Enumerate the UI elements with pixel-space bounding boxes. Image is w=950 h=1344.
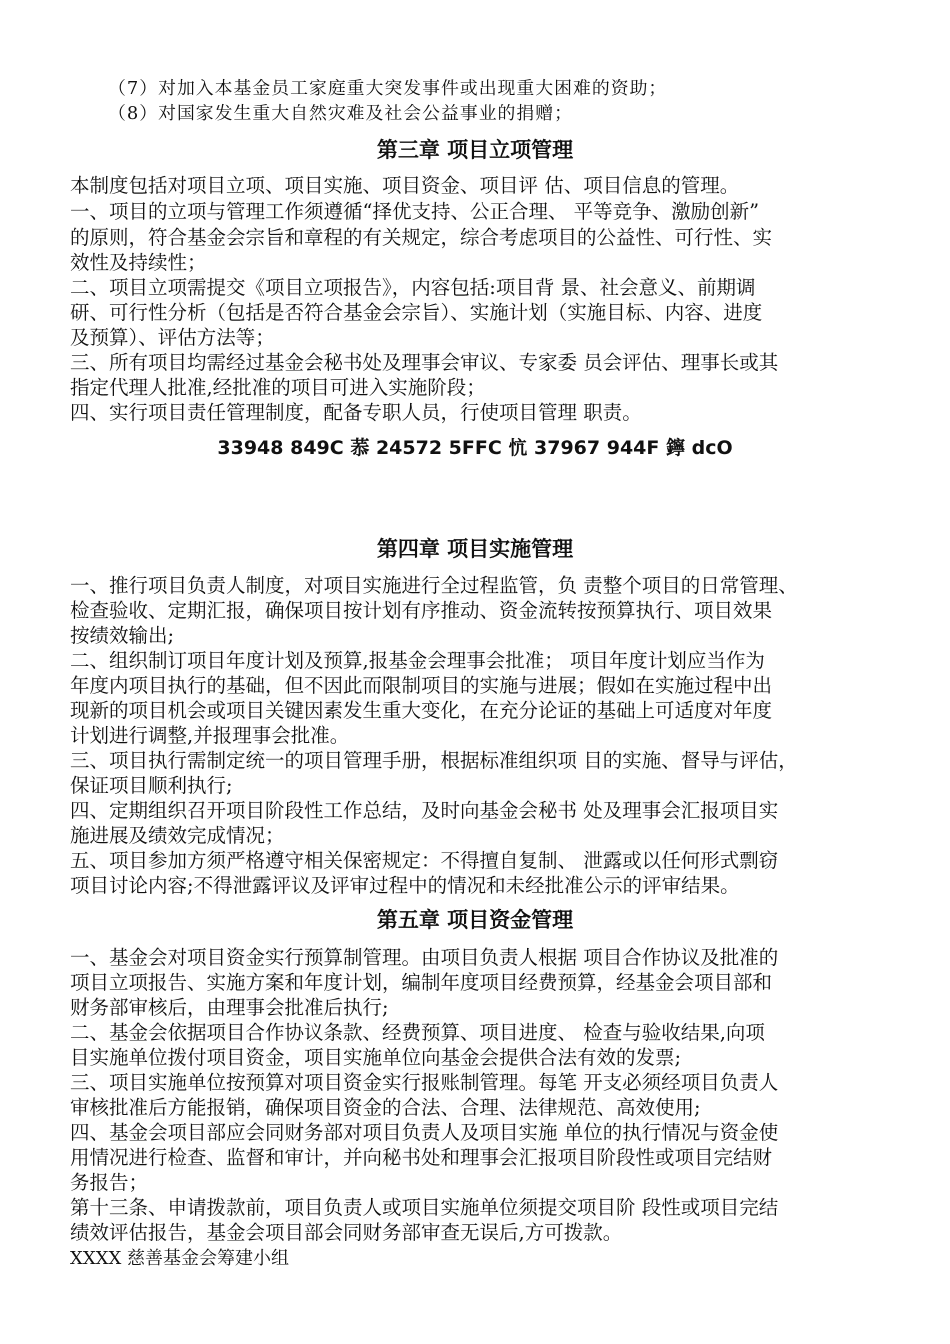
chapter3-line: 一、项目的立项与管理工作须遵循“择优支持、公正合理、 平等竞争、激励创新” xyxy=(70,200,760,223)
chapter4-line: 现新的项目机会或项目关键因素发生重大变化，在充分论证的基础上可适度对年度 xyxy=(70,699,773,722)
chapter4-line: 项目讨论内容;不得泄露评议及评审过程中的情况和未经批准公示的评审结果。 xyxy=(70,874,740,897)
chapter3-line: 本制度包括对项目立项、项目实施、项目资金、项目评 估、项目信息的管理。 xyxy=(70,174,740,197)
chapter5-line: 二、基金会依据项目合作协议条款、经费预算、项目进度、 检查与验收结果,向项 xyxy=(70,1021,765,1044)
chapter5-line: 审核批准后方能报销，确保项目资金的合法、合理、法律规范、高效使用; xyxy=(70,1096,701,1119)
chapter5-line: 第十三条、申请拨款前，项目负责人或项目实施单位须提交项目阶 段性或项目完结 xyxy=(70,1196,779,1219)
intro-item-7: （7）对加入本基金员工家庭重大突发事件或出现重大困难的资助； xyxy=(108,78,668,99)
chapter4-title: 第四章 项目实施管理 xyxy=(376,537,574,561)
chapter5-line: 四、基金会项目部应会同财务部对项目负责人及项目实施 单位的执行情况与资金使 xyxy=(70,1121,779,1144)
chapter3-line: 指定代理人批准,经批准的项目可进入实施阶段； xyxy=(70,376,486,399)
chapter3-line: 的原则，符合基金会宗旨和章程的有关规定，综合考虑项目的公益性、可行性、实 xyxy=(70,226,773,249)
intro-item-8: （8）对国家发生重大自然灾难及社会公益事业的捐赠； xyxy=(108,103,573,124)
chapter3-title: 第三章 项目立项管理 xyxy=(376,138,574,162)
chapter3-line: 及预算）、评估方法等； xyxy=(70,326,275,349)
chapter5-line: 务报告； xyxy=(70,1171,149,1194)
chapter4-line: 计划进行调整,并报理事会批准。 xyxy=(70,724,350,747)
chapter4-line: 检查验收、定期汇报，确保项目按计划有序推动、资金流转按预算执行、项目效果 xyxy=(70,599,773,622)
chapter5-line: 一、基金会对项目资金实行预算制管理。由项目负责人根据 项目合作协议及批准的 xyxy=(70,946,779,969)
chapter3-line: 四、实行项目责任管理制度，配备专职人员，行使项目管理 职责。 xyxy=(70,401,642,424)
chapter5-title: 第五章 项目资金管理 xyxy=(376,908,574,932)
chapter5-line: 财务部审核后，由理事会批准后执行; xyxy=(70,996,389,1019)
chapter5-line: 目实施单位拨付项目资金，项目实施单位向基金会提供合法有效的发票; xyxy=(70,1046,682,1069)
chapter4-line: 施进展及绩效完成情况； xyxy=(70,824,285,847)
code-line: 33948 849C 菾 24572 5FFC 忼 37967 944F 鑏 dcO xyxy=(217,437,733,459)
chapter4-line: 年度内项目执行的基础，但不因此而限制项目的实施与进展；假如在实施过程中出 xyxy=(70,674,773,697)
chapter3-line: 二、项目立项需提交《项目立项报告》，内容包括:项目背 景、社会意义、前期调 xyxy=(70,276,756,299)
chapter4-line: 二、组织制订项目年度计划及预算,报基金会理事会批准； 项目年度计划应当作为 xyxy=(70,649,765,672)
chapter5-line: 三、项目实施单位按预算对项目资金实行报账制管理。每笔 开支必须经项目负责人 xyxy=(70,1071,779,1094)
chapter3-line: 研、可行性分析（包括是否符合基金会宗旨）、实施计划（实施目标、内容、进度 xyxy=(70,301,763,324)
chapter4-line: 三、项目执行需制定统一的项目管理手册，根据标准组织项 目的实施、督导与评估， xyxy=(70,749,798,772)
chapter4-line: 按绩效输出; xyxy=(70,624,175,647)
chapter4-line: 保证项目顺利执行; xyxy=(70,774,233,797)
chapter3-line: 三、所有项目均需经过基金会秘书处及理事会审议、专家委 员会评估、理事长或其 xyxy=(70,351,779,374)
chapter4-line: 四、定期组织召开项目阶段性工作总结，及时向基金会秘书 处及理事会汇报项目实 xyxy=(70,799,779,822)
signature: XXXX 慈善基金会筹建小组 xyxy=(70,1248,289,1269)
chapter5-line: 项目立项报告、实施方案和年度计划，编制年度项目经费预算，经基金会项目部和 xyxy=(70,971,773,994)
chapter3-line: 效性及持续性； xyxy=(70,251,207,274)
chapter4-line: 五、项目参加方须严格遵守相关保密规定：不得擅自复制、 泄露或以任何形式剽窃 xyxy=(70,849,779,872)
chapter5-line: 绩效评估报告，基金会项目部会同财务部审查无误后,方可拨款。 xyxy=(70,1221,623,1244)
chapter5-line: 用情况进行检查、监督和审计，并向秘书处和理事会汇报项目阶段性或项目完结财 xyxy=(70,1146,773,1169)
chapter4-line: 一、推行项目负责人制度，对项目实施进行全过程监管，负 责整个项目的日常管理、 xyxy=(70,574,798,597)
